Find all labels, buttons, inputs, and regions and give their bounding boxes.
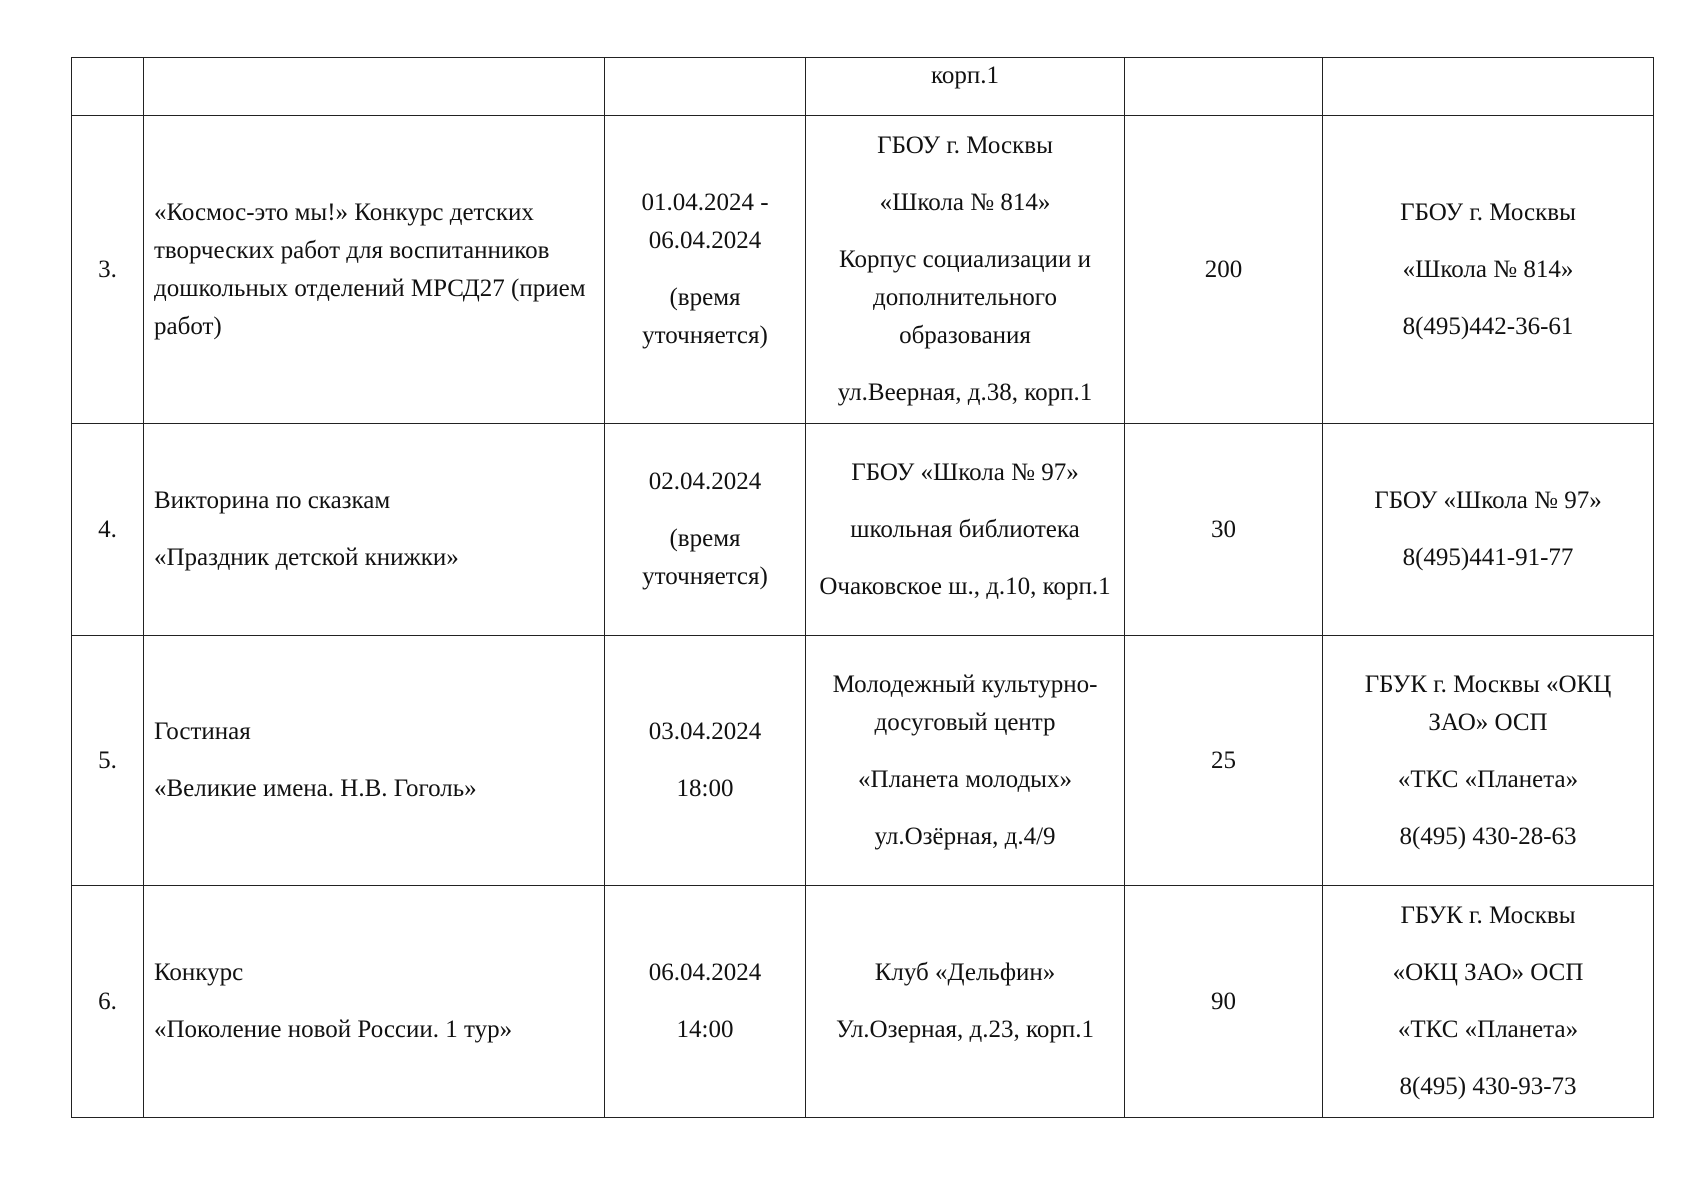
table-row-continuation (72, 58, 1654, 116)
cell-event (144, 58, 605, 116)
organizer-text: ГБУК г. Москвы (1400, 902, 1576, 929)
venue-address: Ул.Озерная, д.23, корп.1 (835, 1016, 1095, 1043)
participants-count: 90 (1211, 987, 1236, 1015)
cell-participants (1125, 58, 1323, 116)
event-text: Викторина по сказкам (154, 487, 391, 514)
event-text: «Поколение новой России. 1 тур» (154, 1016, 513, 1043)
organizer-text: ГБОУ «Школа № 97» (1374, 487, 1602, 514)
table-row (72, 116, 1654, 424)
cell-participants (1125, 424, 1323, 636)
organizer-text: ГБУК г. Москвы «ОКЦ ЗАО» ОСП (1364, 670, 1612, 736)
table-row (72, 424, 1654, 636)
date-text: 03.04.2024 (648, 718, 762, 745)
venue-text: Клуб «Дельфин» (874, 959, 1056, 986)
cell-date (605, 58, 806, 116)
row-number: 6. (98, 987, 117, 1015)
cell-organizer (1323, 58, 1654, 116)
row-number: 4. (98, 515, 117, 543)
participants-count: 25 (1211, 746, 1236, 774)
time-text: 18:00 (676, 775, 734, 802)
cell-event (144, 424, 605, 636)
table-row (72, 886, 1654, 1118)
organizer-text: ГБОУ г. Москвы (1400, 198, 1576, 226)
cell-venue (806, 116, 1125, 424)
cell-date (605, 424, 806, 636)
cell-event (144, 886, 605, 1118)
venue-text: ГБОУ г. Москвы (877, 132, 1053, 159)
venue-text: «Планета молодых» (858, 765, 1072, 793)
venue-text: Корпус социализации и дополнительного образования (839, 246, 1091, 349)
participants-count: 200 (1204, 255, 1243, 283)
time-text: (время уточняется) (642, 284, 768, 349)
venue-text: ГБОУ «Школа № 97» (851, 458, 1079, 486)
date-text: 01.04.2024 - 06.04.2024 (641, 189, 769, 254)
cell-date (605, 116, 806, 424)
cell-date (605, 636, 806, 886)
table-row (72, 636, 1654, 886)
date-text: 06.04.2024 (648, 959, 762, 986)
event-text: Конкурс (154, 959, 244, 986)
venue-text: Молодежный культурно-досуговый центр (832, 670, 1098, 736)
organizer-text: «ТКС «Планета» (1397, 1016, 1579, 1043)
cell-num (72, 424, 144, 636)
cell-participants (1125, 116, 1323, 424)
cell-venue (806, 636, 1125, 886)
venue-text: школьная библиотека (850, 515, 1080, 543)
events-table (71, 57, 1654, 1118)
time-text: (время уточняется) (642, 525, 768, 590)
organizer-phone: 8(495)442-36-61 (1402, 312, 1574, 340)
organizer-text: «ТКС «Планета» (1397, 765, 1579, 793)
cell-organizer (1323, 424, 1654, 636)
event-text: «Праздник детской книжки» (154, 544, 459, 571)
cell-num (72, 636, 144, 886)
venue-text: «Школа № 814» (879, 189, 1051, 216)
cell-event (144, 636, 605, 886)
venue-text: корп.1 (930, 62, 999, 89)
participants-count: 30 (1211, 515, 1236, 543)
organizer-phone: 8(495) 430-28-63 (1399, 822, 1577, 850)
cell-participants (1125, 636, 1323, 886)
event-text: Гостиная (154, 718, 251, 745)
row-number: 5. (98, 746, 117, 774)
cell-num (72, 58, 144, 116)
organizer-phone: 8(495)441-91-77 (1402, 544, 1574, 571)
cell-venue (806, 886, 1125, 1118)
event-text: «Космос-это мы!» Конкурс детских творческих работ для воспитанников дошкольных отделений МРСД27 (прием работ) (154, 198, 586, 340)
organizer-text: «Школа № 814» (1402, 255, 1574, 283)
organizer-text: «ОКЦ ЗАО» ОСП (1392, 959, 1584, 986)
venue-address: Очаковское ш., д.10, корп.1 (819, 572, 1111, 600)
venue-address: ул.Озёрная, д.4/9 (874, 822, 1056, 850)
cell-date (605, 886, 806, 1118)
cell-organizer (1323, 886, 1654, 1118)
cell-num (72, 886, 144, 1118)
event-text: «Великие имена. Н.В. Гоголь» (154, 775, 477, 802)
cell-event (144, 116, 605, 424)
cell-num (72, 116, 144, 424)
row-number: 3. (98, 255, 117, 283)
cell-venue (806, 424, 1125, 636)
date-text: 02.04.2024 (648, 468, 762, 495)
cell-venue (806, 58, 1125, 116)
cell-participants (1125, 886, 1323, 1118)
time-text: 14:00 (676, 1016, 734, 1043)
organizer-phone: 8(495) 430-93-73 (1399, 1073, 1577, 1100)
cell-organizer (1323, 116, 1654, 424)
venue-address: ул.Веерная, д.38, корп.1 (837, 379, 1093, 406)
cell-organizer (1323, 636, 1654, 886)
